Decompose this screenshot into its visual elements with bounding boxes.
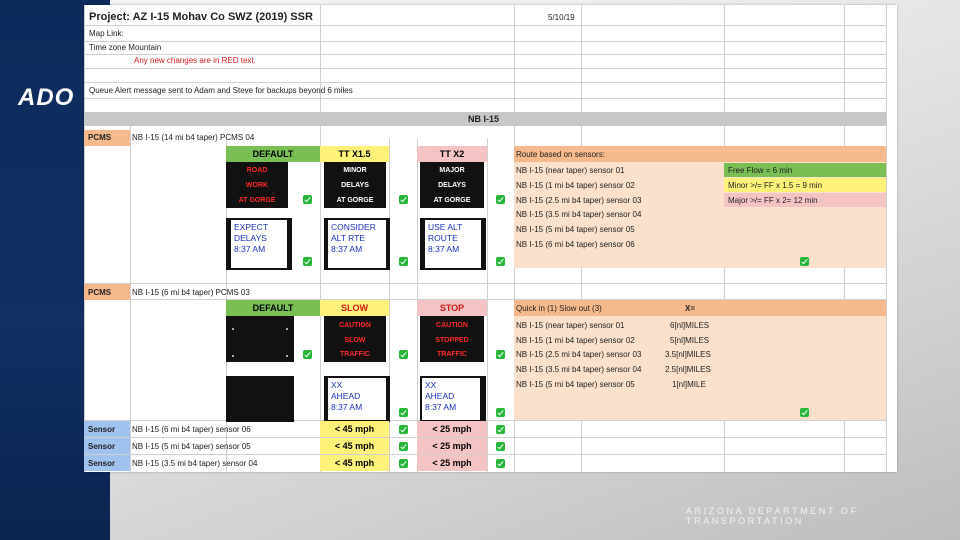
route-sensor: NB I-15 (2.5 mi b4 taper) sensor 03: [516, 196, 642, 205]
quick-sensor: NB I-15 (near taper) sensor 01: [516, 321, 625, 330]
slow-threshold: < 45 mph: [320, 438, 389, 454]
sensor-name: NB I-15 (6 mi b4 taper) sensor 06: [132, 425, 251, 434]
grid-line: [886, 5, 887, 472]
grid-line: [84, 283, 886, 284]
led-dot: [286, 328, 288, 330]
adot-logo: ADO: [18, 84, 75, 111]
state-stop: STOP: [417, 300, 487, 316]
grid-line: [84, 98, 886, 99]
sign-line: ROAD: [246, 167, 268, 174]
frame-line: EXPECT: [234, 222, 269, 232]
pcms-tag-label: PCMS: [88, 133, 112, 142]
grid-line: [84, 41, 886, 42]
map-link-label: Map Link:: [89, 29, 124, 38]
route-sensor: NB I-15 (3.5 mi b4 taper) sensor 04: [516, 210, 642, 219]
frame-line: 8:37 AM: [234, 244, 266, 254]
stop-threshold: < 25 mph: [417, 421, 487, 437]
sensor-tag-label: Sensor: [88, 442, 116, 451]
check-icon: [496, 408, 505, 417]
frame-line: CONSIDER: [331, 222, 376, 232]
frame-line: USE ALT: [428, 222, 463, 232]
sign-line: TRAFFIC: [340, 351, 370, 358]
stop-threshold: < 25 mph: [417, 438, 487, 454]
sign-line: TRAFFIC: [437, 351, 467, 358]
sign-line: AT GORGE: [336, 197, 374, 204]
grid-line: [320, 5, 321, 472]
quick-sensor: NB I-15 (3.5 mi b4 taper) sensor 04: [516, 365, 642, 374]
threshold-text: Minor >/= FF x 1.5 = 9 min: [728, 181, 823, 190]
quick-sensor: NB I-15 (1 mi b4 taper) sensor 02: [516, 336, 635, 345]
led-dot: [232, 328, 234, 330]
sign-line: SLOW: [344, 337, 366, 344]
grid-line: [84, 68, 886, 69]
frame-line: 8:37 AM: [331, 244, 363, 254]
frame-line: ALT RTE: [331, 233, 366, 243]
sign-line: DELAYS: [341, 182, 369, 189]
check-icon: [496, 257, 505, 266]
check-icon: [399, 425, 408, 434]
check-icon: [800, 257, 809, 266]
sign-line: CAUTION: [339, 322, 371, 329]
footer-agency-name: ARIZONA DEPARTMENT OF TRANSPORTATION: [686, 506, 859, 526]
frame2-default-2-board: [226, 376, 294, 422]
quick-sensor-miles: 1[nl]MILE: [672, 380, 706, 389]
changes-note: Any new changes are in RED text.: [134, 56, 256, 65]
pcms-tag-label: PCMS: [88, 288, 112, 297]
state-tt-x1-5: TT X1.5: [320, 146, 389, 162]
frame-line: 8:37 AM: [331, 402, 363, 412]
sensor-name: NB I-15 (3.5 mi b4 taper) sensor 04: [132, 459, 258, 468]
check-icon: [399, 442, 408, 451]
check-icon: [496, 350, 505, 359]
quick-sensor-miles: 6[nl]MILES: [670, 321, 710, 330]
sign-line: STOPPED: [435, 337, 469, 344]
check-icon: [303, 350, 312, 359]
project-title: Project: AZ I-15 Mohav Co SWZ (2019) SSR: [89, 11, 313, 23]
sensor-tag-label: Sensor: [88, 459, 116, 468]
check-icon: [496, 195, 505, 204]
frame-line: XX: [331, 380, 343, 390]
quick-sensor-miles: 5[nl]MILES: [670, 336, 710, 345]
quick-sensor-miles: 2.5[nl]MILES: [665, 365, 711, 374]
report-date: 5/10/19: [548, 13, 575, 22]
frame-line: 8:37 AM: [428, 244, 460, 254]
frame-line: 8:37 AM: [425, 402, 457, 412]
frame-line: AHEAD: [331, 391, 361, 401]
grid-line: [84, 82, 886, 83]
grid-line: [84, 5, 85, 472]
slow-threshold: < 45 mph: [320, 455, 389, 471]
route-sensor: NB I-15 (1 mi b4 taper) sensor 02: [516, 181, 635, 190]
quick-sensor-miles: 3.5[nl]MILES: [665, 350, 711, 359]
check-icon: [303, 257, 312, 266]
grid-line: [84, 54, 886, 55]
route-sensor: NB I-15 (near taper) sensor 01: [516, 166, 625, 175]
frame-line: AHEAD: [425, 391, 455, 401]
sensor-tag-label: Sensor: [88, 425, 116, 434]
pcms-location: NB I-15 (14 mi b4 taper) PCMS 04: [132, 133, 255, 142]
quick-sensor: NB I-15 (5 mi b4 taper) sensor 05: [516, 380, 635, 389]
quick-sensor: NB I-15 (2.5 mi b4 taper) sensor 03: [516, 350, 642, 359]
timezone-label: Time zone Mountain: [89, 43, 162, 52]
check-icon: [303, 195, 312, 204]
stop-threshold: < 25 mph: [417, 455, 487, 471]
check-icon: [496, 442, 505, 451]
pcms-location: NB I-15 (6 mi b4 taper) PCMS 03: [132, 288, 250, 297]
sign-line: AT GORGE: [433, 197, 471, 204]
x-header: X=: [685, 304, 696, 313]
check-icon: [399, 257, 408, 266]
route-header: Route based on sensors:: [516, 150, 605, 159]
check-icon: [399, 350, 408, 359]
check-icon: [399, 195, 408, 204]
check-icon: [496, 425, 505, 434]
threshold-text: Major >/= FF x 2= 12 min: [728, 196, 818, 205]
sign-line: WORK: [245, 182, 269, 189]
frame-line: ROUTE: [428, 233, 458, 243]
check-icon: [800, 408, 809, 417]
sign-line: MAJOR: [439, 167, 465, 174]
route-sensor: NB I-15 (5 mi b4 taper) sensor 05: [516, 225, 635, 234]
slow-threshold: < 45 mph: [320, 421, 389, 437]
grid-line: [84, 25, 886, 26]
frame-line: XX: [425, 380, 437, 390]
state-default: DEFAULT: [226, 146, 320, 162]
frame-line: DELAYS: [234, 233, 267, 243]
sign-line: CAUTION: [436, 322, 468, 329]
sign-line: DELAYS: [438, 182, 466, 189]
threshold-text: Free Flow = 6 min: [728, 166, 793, 175]
quick-panel-bg: [514, 300, 886, 420]
sign-default-2-board: [226, 316, 294, 362]
route-sensor: NB I-15 (6 mi b4 taper) sensor 06: [516, 240, 635, 249]
state-tt-x2: TT X2: [417, 146, 487, 162]
check-icon: [399, 459, 408, 468]
led-dot: [286, 355, 288, 357]
grid-line: [487, 138, 488, 472]
sensor-name: NB I-15 (5 mi b4 taper) sensor 05: [132, 442, 251, 451]
sign-line: MINOR: [343, 167, 367, 174]
state-slow: SLOW: [320, 300, 389, 316]
check-icon: [496, 459, 505, 468]
sign-line: AT GORGE: [238, 197, 276, 204]
led-dot: [232, 355, 234, 357]
check-icon: [399, 408, 408, 417]
section-title: NB I-15: [468, 114, 500, 124]
state-default-2: DEFAULT: [226, 300, 320, 316]
spreadsheet-screenshot: [84, 5, 897, 472]
quick-header: Quick in (1) Slow out (3): [516, 304, 602, 313]
queue-alert-note: Queue Alert message sent to Adam and Steve for backups beyond 6 miles: [89, 86, 353, 95]
